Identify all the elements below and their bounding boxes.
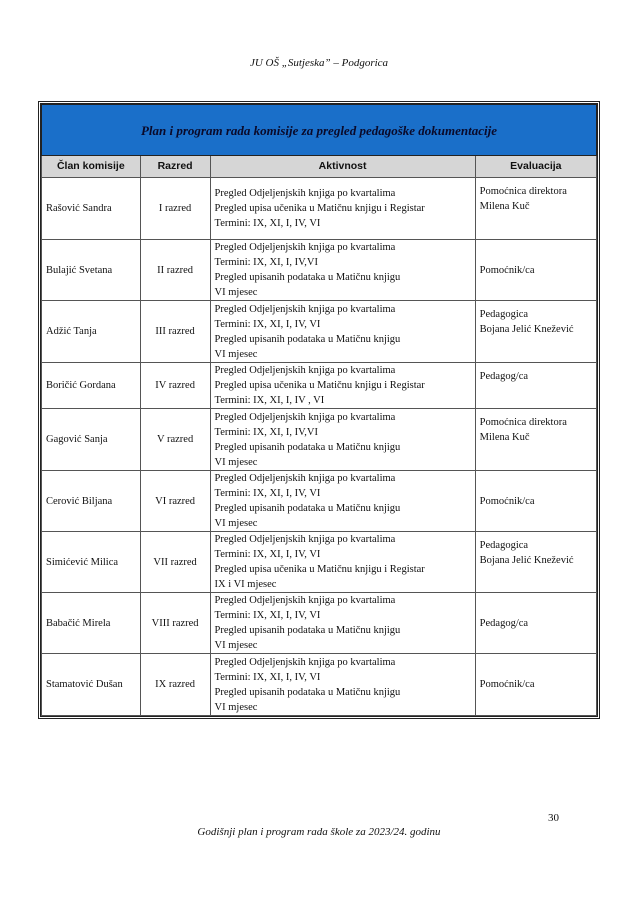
table-row: [42, 240, 597, 301]
activity: [210, 301, 475, 363]
activity-line: Pregled upisanih podataka u Matičnu knjigu: [214, 441, 401, 453]
column-header-activity: Aktivnost: [210, 156, 475, 178]
activity: [210, 409, 475, 471]
activity: [210, 240, 475, 301]
table-header-row: [42, 156, 597, 178]
grade: IV razred: [140, 363, 210, 409]
column-header-evaluation: Evaluacija: [475, 156, 596, 178]
evaluation: [475, 532, 596, 593]
activity-line: Termini: IX, XI, I, IV, VI: [214, 549, 321, 560]
activity-line: Termini: IX, XI, I, IV, VI: [214, 318, 321, 330]
column-header-grade: Razred: [140, 156, 210, 178]
activity: [210, 178, 475, 240]
table-row: [42, 532, 597, 593]
activity-line: Pregled Odjeljenjskih knjiga po kvartalima: [214, 473, 396, 484]
activity-line: Pregled upisanih podataka u Matičnu knjigu: [214, 686, 401, 698]
activity-line: Pregled upisanih podataka u Matičnu knjigu: [214, 503, 401, 514]
activity-line: Termini: IX, XI, I, IV,VI: [214, 426, 318, 438]
activity-line: Pregled Odjeljenjskih knjiga po kvartalima: [214, 188, 396, 199]
activity-line: Pregled upisanih podataka u Matičnu knjigu: [214, 272, 401, 283]
table-row: [42, 654, 597, 716]
activity-line: IX i VI mjesec: [214, 579, 277, 590]
table-row: [42, 593, 597, 654]
activity-line: VI mjesec: [214, 518, 258, 529]
evaluation-line: Pedagog/ca: [479, 617, 529, 629]
table-row: [42, 363, 597, 409]
evaluation-line: Pedagogica: [479, 540, 529, 551]
activity-line: VI mjesec: [214, 640, 258, 651]
table-row: [42, 301, 597, 363]
activity-line: Pregled upisanih podataka u Matičnu knjigu: [214, 625, 401, 636]
evaluation: [475, 654, 596, 716]
evaluation: [475, 363, 596, 409]
page-number: 30: [548, 812, 559, 824]
activity: [210, 532, 475, 593]
activity-line: Pregled Odjeljenjskih knjiga po kvartalima: [214, 595, 396, 606]
evaluation: [475, 301, 596, 363]
evaluation: [475, 593, 596, 654]
table-row: [42, 471, 597, 532]
member-name: Boričić Gordana: [42, 363, 141, 409]
table-row: [42, 178, 597, 240]
activity: [210, 654, 475, 716]
activity-line: VI mjesec: [214, 348, 258, 360]
activity-line: Termini: IX, XI, I, IV, VI: [214, 488, 321, 499]
activity-line: Pregled upisanih podataka u Matičnu knjigu: [214, 333, 401, 345]
activity-line: Pregled Odjeljenjskih knjiga po kvartalima: [214, 365, 396, 376]
evaluation-line: Bojana Jelić Knežević: [479, 555, 574, 566]
grade: IX razred: [140, 654, 210, 716]
evaluation-line: Bojana Jelić Knežević: [479, 324, 574, 335]
document-footer: Godišnji plan i program rada škole za 2023/24. godinu: [197, 826, 441, 838]
activity-line: Termini: IX, XI, I, IV, VI: [214, 610, 321, 621]
evaluation: [475, 240, 596, 301]
member-name: Gagović Sanja: [42, 409, 141, 471]
member-name: Rašović Sandra: [42, 178, 141, 240]
activity-line: Termini: IX, XI, I, IV, VI: [214, 671, 321, 683]
column-header-member: Član komisije: [42, 156, 141, 178]
activity-line: Pregled upisa učenika u Matičnu knjigu i Registar: [214, 564, 425, 575]
table-title: Plan i program rada komisije za pregled pedagoške dokumentacije: [42, 105, 597, 156]
grade: V razred: [140, 409, 210, 471]
activity-line: Pregled Odjeljenjskih knjiga po kvartalima: [214, 656, 396, 668]
member-name: Adžić Tanja: [42, 301, 141, 363]
grade: III razred: [140, 301, 210, 363]
table-row: [42, 409, 597, 471]
activity-line: VI mjesec: [214, 456, 258, 468]
activity: [210, 363, 475, 409]
activity-line: Termini: IX, XI, I, IV , VI: [214, 395, 325, 406]
member-name: Bulajić Svetana: [42, 240, 141, 301]
activity-line: Termini: IX, XI, I, IV,VI: [214, 257, 318, 268]
evaluation-line: Milena Kuč: [479, 201, 530, 212]
activity-line: Pregled upisa učenika u Matičnu knjigu i Registar: [214, 380, 425, 391]
commission-table: [38, 101, 600, 719]
grade: VII razred: [140, 532, 210, 593]
grade: VI razred: [140, 471, 210, 532]
activity-line: Termini: IX, XI, I, IV, VI: [214, 218, 321, 229]
activity-line: Pregled Odjeljenjskih knjiga po kvartalima: [214, 303, 396, 315]
activity-line: Pregled upisa učenika u Matičnu knjigu i Registar: [214, 203, 425, 214]
evaluation: [475, 471, 596, 532]
evaluation-line: Pomoćnica direktora: [479, 186, 567, 197]
evaluation: [475, 178, 596, 240]
member-name: Babačić Mirela: [42, 593, 141, 654]
activity-line: VI mjesec: [214, 287, 258, 298]
evaluation-line: Pomoćnik/ca: [479, 264, 535, 276]
activity: [210, 471, 475, 532]
evaluation-line: Pedagogica: [479, 309, 529, 320]
grade: VIII razred: [140, 593, 210, 654]
document-header: JU OŠ „Sutjeska” – Podgorica: [249, 57, 389, 69]
table-title-row: [42, 105, 597, 156]
evaluation-line: Pomoćnica direktora: [479, 417, 567, 428]
evaluation-line: Pedagog/ca: [479, 371, 529, 382]
grade: I razred: [140, 178, 210, 240]
activity-line: Pregled Odjeljenjskih knjiga po kvartalima: [214, 242, 396, 253]
evaluation-line: Pomoćnik/ca: [479, 679, 535, 690]
evaluation-line: Pomoćnik/ca: [479, 495, 535, 507]
activity-line: VI mjesec: [214, 701, 258, 713]
member-name: Simićević Milica: [42, 532, 141, 593]
evaluation-line: Milena Kuč: [479, 432, 530, 443]
activity-line: Pregled Odjeljenjskih knjiga po kvartalima: [214, 411, 396, 423]
activity: [210, 593, 475, 654]
evaluation: [475, 409, 596, 471]
member-name: Cerović Biljana: [42, 471, 141, 532]
activity-line: Pregled Odjeljenjskih knjiga po kvartalima: [214, 534, 396, 545]
grade: II razred: [140, 240, 210, 301]
member-name: Stamatović Dušan: [42, 654, 141, 716]
